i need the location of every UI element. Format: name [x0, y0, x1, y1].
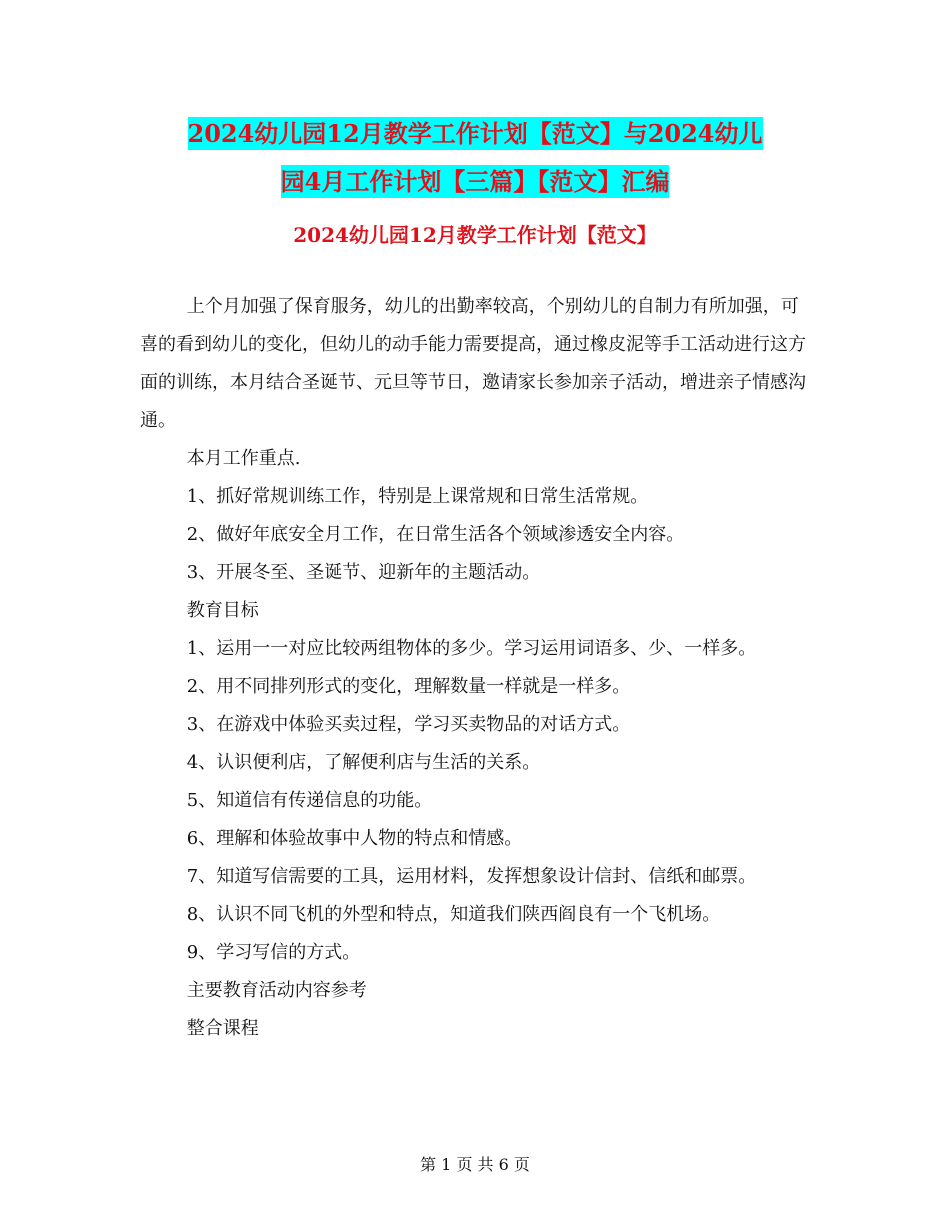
list-item: 2、做好年底安全月工作，在日常生活各个领域渗透安全内容。	[186, 524, 685, 545]
document-title	[140, 110, 810, 206]
title-line-1: 2024幼儿园12月教学工作计划【范文】与2024幼儿	[187, 119, 763, 148]
paragraph-heading-focus: 本月工作重点.	[186, 448, 301, 469]
list-item: 9、学习写信的方式。	[186, 942, 361, 963]
list-item: 8、认识不同飞机的外型和特点，知道我们陕西阎良有一个飞机场。	[186, 904, 721, 925]
list-item: 7、知道写信需要的工具，运用材料，发挥想象设计信封、信纸和邮票。	[186, 866, 757, 887]
list-item: 3、开展冬至、圣诞节、迎新年的主题活动。	[186, 562, 541, 583]
list-item: 1、抓好常规训练工作，特别是上课常规和日常生活常规。	[186, 486, 649, 507]
document-body	[140, 288, 810, 1048]
list-item: 5、知道信有传递信息的功能。	[186, 790, 433, 811]
section-title: 2024幼儿园12月教学工作计划【范文】	[293, 223, 657, 247]
list-item: 3、在游戏中体验买卖过程，学习买卖物品的对话方式。	[186, 714, 631, 735]
title-line-2: 园4月工作计划【三篇】【范文】汇编	[280, 167, 670, 196]
paragraph-heading-curriculum: 整合课程	[186, 1018, 259, 1039]
paragraph-intro: 上个月加强了保育服务，幼儿的出勤率较高，个别幼儿的自制力有所加强，可喜的看到幼儿的变化，但幼儿的动手能力需要提高，通过橡皮泥等手工活动进行这方面的训练，本月结合圣诞节、元旦等节日，邀请家长参加亲子活动，增进亲子情感沟通。	[140, 296, 806, 431]
list-item: 6、理解和体验故事中人物的特点和情感。	[186, 828, 523, 849]
list-item: 2、用不同排列形式的变化，理解数量一样就是一样多。	[186, 676, 631, 697]
list-item: 4、认识便利店，了解便利店与生活的关系。	[186, 752, 541, 773]
paragraph-heading-activities: 主要教育活动内容参考	[186, 980, 367, 1001]
page-footer: 第 1 页 共 6 页	[420, 1155, 530, 1174]
paragraph-heading-goals: 教育目标	[186, 600, 259, 621]
list-item: 1、运用一一对应比较两组物体的多少。学习运用词语多、少、一样多。	[186, 638, 757, 659]
